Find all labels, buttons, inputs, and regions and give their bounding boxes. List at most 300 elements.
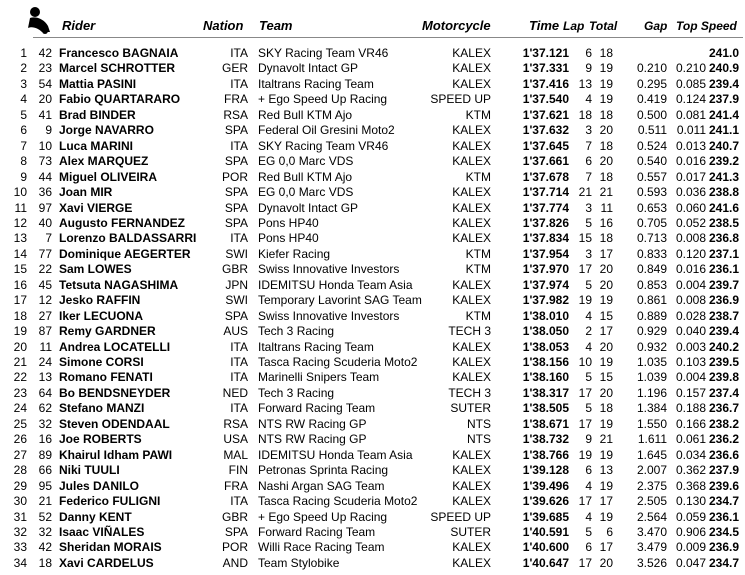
lap-time: 1'38.317: [522, 385, 569, 400]
total-laps: 20: [599, 123, 613, 138]
top-speed: 241.3: [708, 169, 739, 184]
team-name: Federal Oil Gresini Moto2: [258, 123, 395, 138]
position: 27: [13, 447, 27, 462]
lap-time: 1'37.714: [522, 185, 569, 200]
lap-time: 1'37.954: [522, 246, 569, 261]
lap-time: 1'39.496: [522, 478, 569, 493]
header-motorcycle: Motorcycle: [422, 18, 491, 33]
motorcycle: KALEX: [452, 463, 491, 478]
total-laps: 11: [600, 200, 613, 215]
lap-time: 1'37.774: [522, 200, 569, 215]
gap-to-previous: 0.003: [675, 339, 706, 354]
top-speed: 241.6: [708, 200, 739, 215]
nation: SPA: [224, 200, 248, 215]
top-speed: 239.8: [708, 370, 739, 385]
table-row: [0, 293, 745, 309]
motorcycle: NTS: [467, 432, 491, 447]
gap-to-previous: 0.059: [675, 509, 706, 524]
position: 8: [20, 154, 27, 169]
team-name: Red Bull KTM Ajo: [258, 169, 353, 184]
rider-number: 42: [38, 540, 52, 555]
lap-time: 1'38.010: [522, 308, 569, 323]
position: 5: [20, 107, 27, 122]
header-rider: Rider: [62, 18, 96, 33]
gap-to-previous: 0.008: [675, 231, 706, 246]
table-row: [0, 154, 745, 170]
gap-to-leader: 0.210: [636, 61, 667, 76]
team-name: EG 0,0 Marc VDS: [258, 185, 354, 200]
team-name: Forward Racing Team: [258, 401, 376, 416]
position: 21: [13, 355, 27, 369]
table-row: [0, 324, 745, 340]
table-row: [0, 139, 745, 155]
gap-to-leader: 1.611: [637, 432, 667, 447]
position: 31: [13, 509, 27, 524]
lap-time: 1'40.647: [522, 555, 569, 570]
rider-name: Niki TUULI: [59, 463, 120, 478]
team-name: Willi Race Racing Team: [258, 540, 385, 555]
team-name: SKY Racing Team VR46: [258, 46, 389, 60]
gap-to-previous: 0.011: [676, 123, 706, 138]
top-speed: 236.2: [708, 432, 739, 447]
rider-name: Lorenzo BALDASSARRI: [59, 231, 197, 246]
nation: SWI: [225, 293, 248, 308]
team-name: Petronas Sprinta Racing: [258, 463, 389, 478]
rider-number: 42: [38, 46, 52, 60]
team-name: Forward Racing Team: [258, 524, 376, 539]
nation: FRA: [224, 478, 248, 493]
gap-to-leader: 0.500: [636, 107, 667, 122]
best-lap: 4: [585, 509, 592, 524]
rider-name: Romano FENATI: [59, 370, 153, 385]
gap-to-previous: 0.124: [675, 92, 706, 107]
nation: ITA: [230, 355, 248, 369]
motorcycle-rider-icon: [26, 6, 52, 34]
lap-time: 1'38.053: [522, 339, 569, 354]
total-laps: 19: [599, 61, 613, 76]
top-speed: 239.7: [708, 277, 739, 292]
top-speed: 238.8: [708, 185, 739, 200]
motorcycle: NTS: [467, 416, 491, 431]
position: 13: [13, 231, 27, 246]
gap-to-leader: 0.524: [636, 138, 667, 153]
gap-to-leader: 0.861: [636, 293, 667, 308]
total-laps: 20: [599, 277, 613, 292]
position: 30: [13, 494, 27, 509]
lap-time: 1'37.982: [522, 293, 569, 308]
table-row: [0, 216, 745, 232]
total-laps: 18: [599, 138, 613, 153]
rider-name: Andrea LOCATELLI: [59, 339, 171, 354]
nation: MAL: [223, 447, 248, 462]
gap-to-leader: 0.889: [636, 308, 667, 323]
best-lap: 17: [578, 555, 592, 570]
lap-time: 1'37.970: [522, 262, 569, 277]
best-lap: 5: [585, 524, 592, 539]
position: 16: [13, 277, 27, 292]
rider-number: 44: [38, 169, 52, 184]
rider-name: Federico FULIGNI: [59, 494, 161, 509]
motorcycle: KALEX: [452, 231, 491, 246]
position: 1: [20, 46, 27, 60]
team-name: Kiefer Racing: [258, 246, 331, 261]
rider-name: Xavi VIERGE: [59, 200, 133, 215]
table-row: [0, 247, 745, 263]
nation: ITA: [230, 76, 248, 91]
motorcycle: KTM: [465, 262, 491, 277]
gap-to-previous: 0.368: [675, 478, 706, 493]
rider-number: 20: [38, 92, 52, 107]
best-lap: 4: [585, 339, 592, 354]
gap-to-previous: 0.004: [675, 277, 706, 292]
position: 6: [20, 123, 27, 138]
rider-number: 21: [38, 494, 52, 509]
nation: POR: [221, 540, 248, 555]
top-speed: 236.8: [708, 231, 739, 246]
total-laps: 20: [599, 262, 613, 277]
nation: ITA: [230, 494, 248, 509]
top-speed: 238.5: [708, 215, 739, 230]
team-name: Tech 3 Racing: [258, 385, 335, 400]
nation: ITA: [230, 370, 248, 385]
nation: ITA: [230, 231, 248, 246]
lap-time: 1'37.416: [522, 76, 569, 91]
table-row: [0, 401, 745, 417]
lap-time: 1'39.685: [522, 509, 569, 524]
team-name: NTS RW Racing GP: [258, 432, 367, 447]
top-speed: 237.9: [708, 92, 739, 107]
gap-to-previous: 0.028: [675, 308, 706, 323]
table-row: [0, 448, 745, 464]
position: 24: [13, 401, 27, 416]
rider-number: 45: [38, 277, 52, 292]
best-lap: 17: [578, 416, 592, 431]
motorcycle: SPEED UP: [430, 509, 491, 524]
position: 26: [13, 432, 27, 447]
gap-to-leader: 1.384: [636, 401, 667, 416]
total-laps: 19: [599, 416, 613, 431]
gap-to-leader: 0.653: [636, 200, 667, 215]
gap-to-previous: 0.061: [675, 432, 706, 447]
table-row: [0, 123, 745, 139]
rider-number: 23: [38, 61, 52, 76]
rider-number: 66: [38, 463, 52, 478]
rider-number: 36: [38, 185, 52, 200]
best-lap: 10: [578, 355, 592, 369]
motorcycle: KALEX: [452, 185, 491, 200]
best-lap: 19: [578, 293, 592, 308]
top-speed: 239.2: [708, 154, 739, 169]
rider-number: 95: [38, 478, 52, 493]
position: 2: [20, 61, 27, 76]
position: 18: [13, 308, 27, 323]
nation: NED: [222, 385, 248, 400]
gap-to-leader: 0.713: [636, 231, 667, 246]
rider-number: 10: [38, 138, 52, 153]
rider-number: 22: [38, 262, 52, 277]
rider-name: Steven ODENDAAL: [59, 416, 170, 431]
rider-number: 73: [38, 154, 52, 169]
motorcycle: KTM: [465, 246, 491, 261]
position: 15: [13, 262, 27, 277]
top-speed: 241.4: [708, 107, 739, 122]
lap-time: 1'37.826: [522, 215, 569, 230]
position: 25: [13, 416, 27, 431]
total-laps: 17: [599, 540, 613, 555]
lap-time: 1'40.600: [522, 540, 569, 555]
rider-number: 27: [38, 308, 52, 323]
total-laps: 18: [599, 401, 613, 416]
gap-to-previous: 0.103: [675, 355, 706, 369]
team-name: Dynavolt Intact GP: [258, 200, 359, 215]
rider-name: Brad BINDER: [59, 107, 136, 122]
lap-time: 1'40.591: [522, 524, 569, 539]
top-speed: 236.6: [708, 447, 739, 462]
total-laps: 17: [599, 324, 613, 339]
total-laps: 18: [599, 46, 613, 60]
best-lap: 7: [585, 138, 592, 153]
nation: USA: [223, 432, 248, 447]
gap-to-previous: 0.040: [675, 324, 706, 339]
nation: SPA: [224, 215, 248, 230]
motorcycle: KALEX: [452, 215, 491, 230]
best-lap: 21: [578, 185, 592, 200]
gap-to-previous: 0.120: [675, 246, 706, 261]
gap-to-previous: 0.004: [675, 370, 706, 385]
rider-name: Simone CORSI: [59, 355, 144, 369]
rider-name: Stefano MANZI: [59, 401, 145, 416]
gap-to-leader: 0.593: [636, 185, 667, 200]
position: 7: [20, 138, 27, 153]
lap-time: 1'37.645: [522, 138, 569, 153]
nation: SPA: [224, 524, 248, 539]
total-laps: 16: [599, 215, 613, 230]
motorcycle: KALEX: [452, 123, 491, 138]
rider-number: 7: [45, 231, 52, 246]
team-name: Italtrans Racing Team: [258, 76, 374, 91]
table-row: [0, 77, 745, 93]
table-row: [0, 170, 745, 186]
gap-to-leader: 0.540: [636, 154, 667, 169]
best-lap: 17: [578, 494, 592, 509]
top-speed: 237.1: [708, 246, 739, 261]
position: 33: [13, 540, 27, 555]
rider-number: 32: [38, 416, 52, 431]
gap-to-leader: 1.645: [636, 447, 667, 462]
top-speed: 237.9: [708, 463, 739, 478]
position: 3: [20, 76, 27, 91]
best-lap: 6: [585, 154, 592, 169]
top-speed: 237.4: [708, 385, 739, 400]
rider-number: 97: [38, 200, 52, 215]
position: 9: [20, 169, 27, 184]
rider-name: Bo BENDSNEYDER: [59, 385, 171, 400]
table-row: [0, 61, 745, 77]
gap-to-leader: 1.550: [636, 416, 667, 431]
team-name: Tech 3 Racing: [258, 324, 335, 339]
gap-to-previous: 0.016: [675, 154, 706, 169]
position: 17: [13, 293, 27, 308]
gap-to-previous: 0.130: [675, 494, 706, 509]
best-lap: 6: [585, 46, 592, 60]
motorcycle: KALEX: [452, 494, 491, 509]
best-lap: 4: [585, 308, 592, 323]
team-name: EG 0,0 Marc VDS: [258, 154, 354, 169]
motorcycle: KALEX: [452, 293, 491, 308]
table-row: [0, 463, 745, 479]
top-speed: 241.0: [708, 46, 739, 60]
top-speed: 236.9: [708, 293, 739, 308]
table-row: [0, 479, 745, 495]
best-lap: 17: [578, 262, 592, 277]
rider-number: 64: [38, 385, 52, 400]
best-lap: 13: [578, 76, 592, 91]
motorcycle: KALEX: [452, 447, 491, 462]
gap-to-previous: 0.085: [675, 76, 706, 91]
nation: ITA: [230, 46, 248, 60]
nation: ITA: [230, 401, 248, 416]
gap-to-previous: 0.081: [675, 107, 706, 122]
total-laps: 20: [599, 385, 613, 400]
top-speed: 234.7: [708, 555, 739, 570]
top-speed: 238.2: [708, 416, 739, 431]
rider-number: 11: [39, 339, 52, 354]
total-laps: 18: [599, 231, 613, 246]
gap-to-leader: 2.375: [636, 478, 667, 493]
total-laps: 19: [599, 447, 613, 462]
team-name: + Ego Speed Up Racing: [258, 92, 388, 107]
gap-to-previous: 0.036: [675, 185, 706, 200]
position: 11: [14, 200, 27, 215]
rider-number: 18: [38, 555, 52, 570]
position: 14: [13, 246, 27, 261]
best-lap: 19: [578, 447, 592, 462]
top-speed: 239.6: [708, 478, 739, 493]
best-lap: 4: [585, 92, 592, 107]
total-laps: 18: [599, 107, 613, 122]
total-laps: 19: [599, 76, 613, 91]
rider-name: Jorge NAVARRO: [59, 123, 154, 138]
nation: AND: [222, 555, 248, 570]
motorcycle: KALEX: [452, 478, 491, 493]
position: 19: [13, 324, 27, 339]
table-row: [0, 355, 745, 371]
lap-time: 1'37.974: [522, 277, 569, 292]
nation: FIN: [228, 463, 248, 478]
total-laps: 6: [606, 524, 613, 539]
nation: SPA: [224, 123, 248, 138]
top-speed: 234.5: [708, 524, 739, 539]
total-laps: 19: [599, 355, 613, 369]
best-lap: 9: [585, 61, 592, 76]
nation: SPA: [224, 154, 248, 169]
gap-to-leader: 0.929: [636, 324, 667, 339]
top-speed: 236.1: [708, 262, 739, 277]
team-name: Nashi Argan SAG Team: [258, 478, 385, 493]
gap-to-leader: 0.833: [636, 246, 667, 261]
nation: FRA: [224, 92, 248, 107]
header-top-speed: Top Speed: [676, 19, 737, 33]
gap-to-leader: 2.505: [636, 494, 667, 509]
best-lap: 5: [585, 370, 592, 385]
rider-number: 13: [38, 370, 52, 385]
header-gap: Gap: [644, 19, 668, 33]
total-laps: 17: [599, 246, 613, 261]
team-name: IDEMITSU Honda Team Asia: [258, 447, 413, 462]
gap-to-leader: 0.511: [637, 123, 667, 138]
rider-name: Joe ROBERTS: [59, 432, 142, 447]
team-name: Red Bull KTM Ajo: [258, 107, 353, 122]
nation: AUS: [223, 324, 248, 339]
position: 23: [13, 385, 27, 400]
top-speed: 236.7: [708, 401, 739, 416]
lap-time: 1'39.626: [522, 494, 569, 509]
motorcycle: KTM: [465, 308, 491, 323]
team-name: Team Stylobike: [258, 555, 340, 570]
lap-time: 1'38.160: [522, 370, 569, 385]
gap-to-leader: 0.853: [636, 277, 667, 292]
rider-name: Remy GARDNER: [59, 324, 156, 339]
total-laps: 18: [599, 169, 613, 184]
table-row: [0, 510, 745, 526]
gap-to-previous: 0.060: [675, 200, 706, 215]
top-speed: 239.4: [708, 324, 739, 339]
rider-name: Dominique AEGERTER: [59, 246, 191, 261]
lap-time: 1'37.834: [522, 231, 569, 246]
header-time: Time: [529, 18, 560, 33]
total-laps: 13: [599, 463, 613, 478]
motorcycle: KALEX: [452, 200, 491, 215]
gap-to-leader: 3.526: [636, 555, 667, 570]
rider-number: 24: [38, 355, 52, 369]
table-row: [0, 201, 745, 217]
gap-to-previous: 0.210: [675, 61, 706, 76]
nation: ITA: [230, 339, 248, 354]
header-divider: [33, 37, 743, 38]
nation: GBR: [221, 262, 248, 277]
rider-name: Sheridan MORAIS: [59, 540, 162, 555]
lap-time: 1'38.050: [522, 324, 569, 339]
gap-to-leader: 2.564: [636, 509, 667, 524]
gap-to-previous: 0.017: [675, 169, 706, 184]
lap-time: 1'37.678: [522, 169, 569, 184]
rider-name: Danny KENT: [59, 509, 132, 524]
best-lap: 5: [585, 277, 592, 292]
best-lap: 6: [585, 463, 592, 478]
team-name: Italtrans Racing Team: [258, 339, 374, 354]
header-lap: Lap: [563, 19, 585, 33]
best-lap: 18: [578, 107, 592, 122]
gap-to-previous: 0.009: [675, 540, 706, 555]
nation: SPA: [224, 185, 248, 200]
lap-time: 1'39.128: [522, 463, 569, 478]
motorcycle: SUTER: [450, 401, 491, 416]
top-speed: 239.5: [708, 355, 739, 369]
table-row: [0, 46, 745, 62]
rider-number: 87: [38, 324, 52, 339]
gap-to-leader: 0.419: [636, 92, 667, 107]
team-name: Pons HP40: [258, 215, 319, 230]
rider-number: 41: [38, 107, 52, 122]
team-name: Tasca Racing Scuderia Moto2: [258, 355, 418, 369]
lap-time: 1'38.766: [522, 447, 569, 462]
top-speed: 240.9: [708, 61, 739, 76]
gap-to-leader: 1.196: [636, 385, 667, 400]
total-laps: 21: [599, 185, 613, 200]
rider-number: 9: [45, 123, 52, 138]
position: 34: [13, 555, 27, 570]
nation: GER: [221, 61, 248, 76]
